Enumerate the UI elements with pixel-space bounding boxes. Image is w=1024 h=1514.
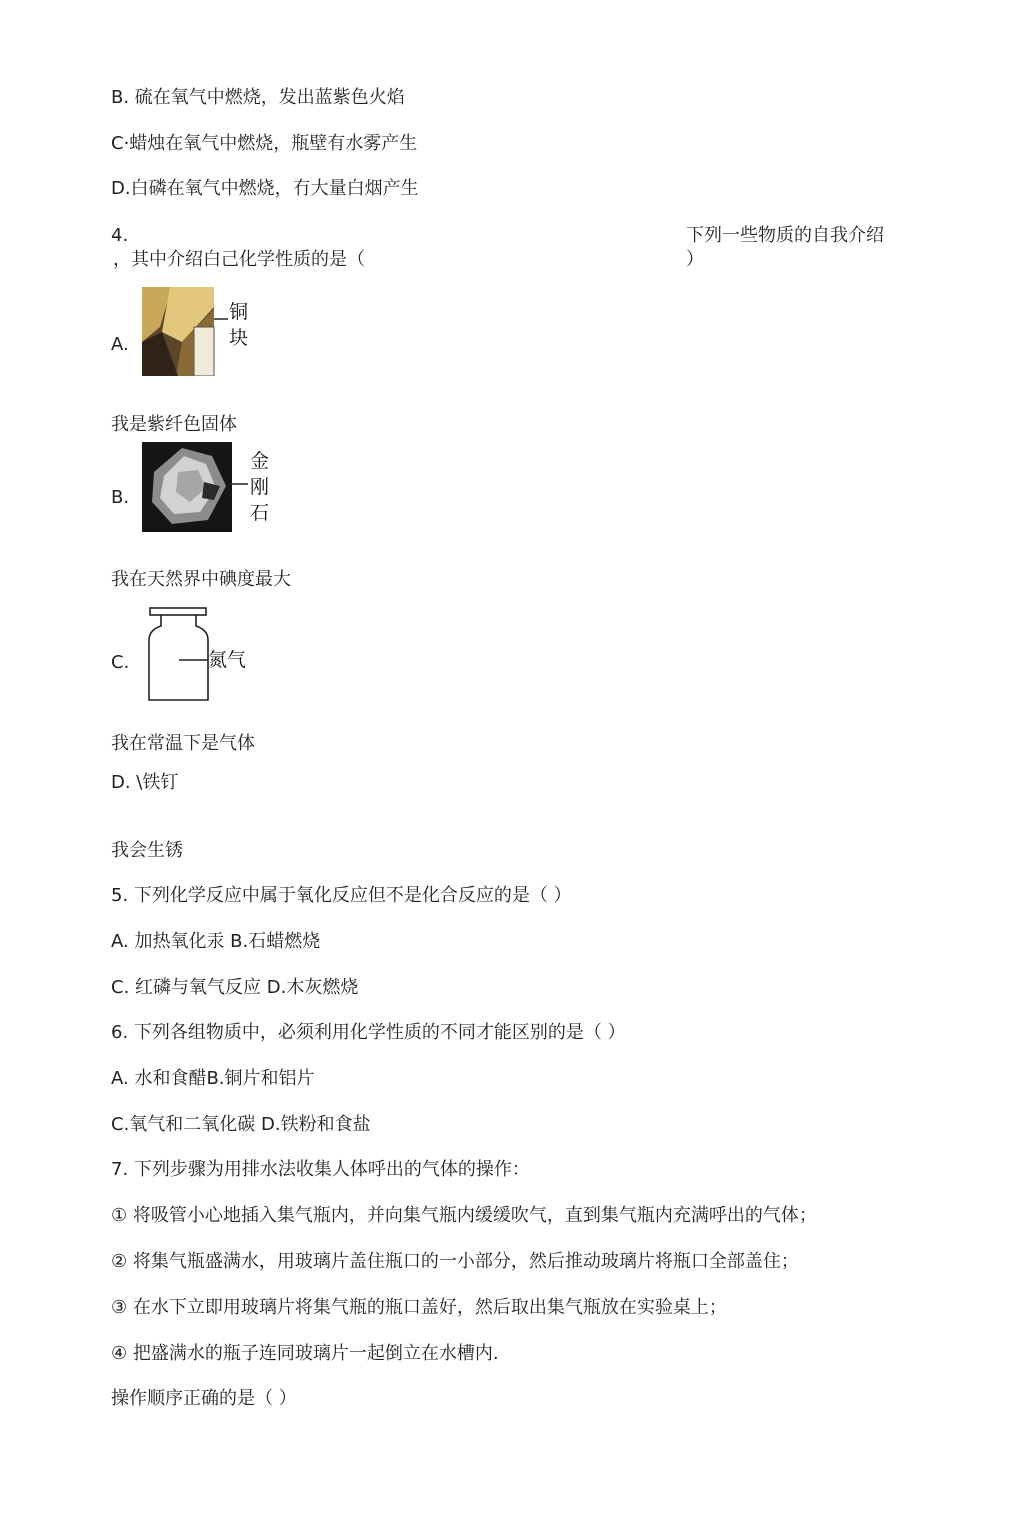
q6-stem: 6. 下列各组物质中，必须利用化学性质的不同才能区别的是（ ） <box>111 1022 626 1043</box>
diamond-label: 金 刚 石 <box>250 450 270 524</box>
q4-option-a-marker: A. <box>111 334 129 355</box>
q7-step-2: ② 将集气瓶盛满水，用玻璃片盖住瓶口的一小部分，然后推动玻璃片将瓶口全部盖住； <box>111 1251 799 1272</box>
q3-option-b: B. 硫在氧气中燃烧，发出蓝紫色火焰 <box>111 87 405 108</box>
q4-option-b-text: 我在天然界中碘度最大 <box>111 569 291 590</box>
q6-options-ab: A. 水和食醋B.铜片和铝片 <box>111 1068 315 1089</box>
copper-block-image <box>142 287 248 376</box>
q4-option-d: D. \铁钉 <box>111 772 179 793</box>
q3-option-d: D.白磷在氧气中燃烧，冇大量白烟产生 <box>111 178 419 199</box>
q7-step-4: ④ 把盛满水的瓶子连同玻璃片一起倒立在水槽内. <box>111 1343 499 1364</box>
nitrogen-bottle-image <box>146 606 256 702</box>
q5-options-cd: C. 红磷与氧气反应 D.木灰燃烧 <box>111 977 359 998</box>
q4-option-b-marker: B. <box>111 487 130 508</box>
q4-option-c-text: 我在常温下是气体 <box>111 733 255 754</box>
q5-options-ab: A. 加热氧化汞 B.石蜡燃烧 <box>111 931 321 952</box>
diamond-image <box>142 442 272 532</box>
q4-option-c-marker: C. <box>111 652 130 673</box>
copper-block-label: 铜 块 <box>229 301 248 349</box>
q5-stem: 5. 下列化学反应中属于氧化反应但不是化合反应的是（ ） <box>111 885 572 906</box>
q4-number: 4. <box>111 225 129 246</box>
q4-stem-continued: ，其中介绍白己化学性质的是（ <box>113 249 365 270</box>
q4-stem-right: 下列一些物质的自我介绍 <box>686 225 884 246</box>
q4-stem-close: ） <box>686 249 704 270</box>
q4-option-a-text: 我是紫纤色固体 <box>111 414 237 435</box>
q7-stem: 7. 下列步骤为用排水法收集人体呼出的气体的操作： <box>111 1159 530 1180</box>
q7-step-3: ③ 在水下立即用玻璃片将集气瓶的瓶口盖好，然后取出集气瓶放在实验桌上； <box>111 1297 727 1318</box>
q7-question: 操作顺序正确的是（ ） <box>111 1388 297 1409</box>
q3-option-c: C·蜡烛在氧气中燃烧，瓶壁有水雾产生 <box>111 133 418 154</box>
q7-step-1: ① 将吸管小心地插入集气瓶内，并向集气瓶内缓缓吹气，直到集气瓶内充满呼出的气体； <box>111 1205 817 1226</box>
nitrogen-label: 氮气 <box>208 649 247 671</box>
q6-options-cd: C.氧气和二氧化碳 D.铁粉和食盐 <box>111 1114 371 1135</box>
q4-option-d-text: 我会生锈 <box>111 840 183 861</box>
